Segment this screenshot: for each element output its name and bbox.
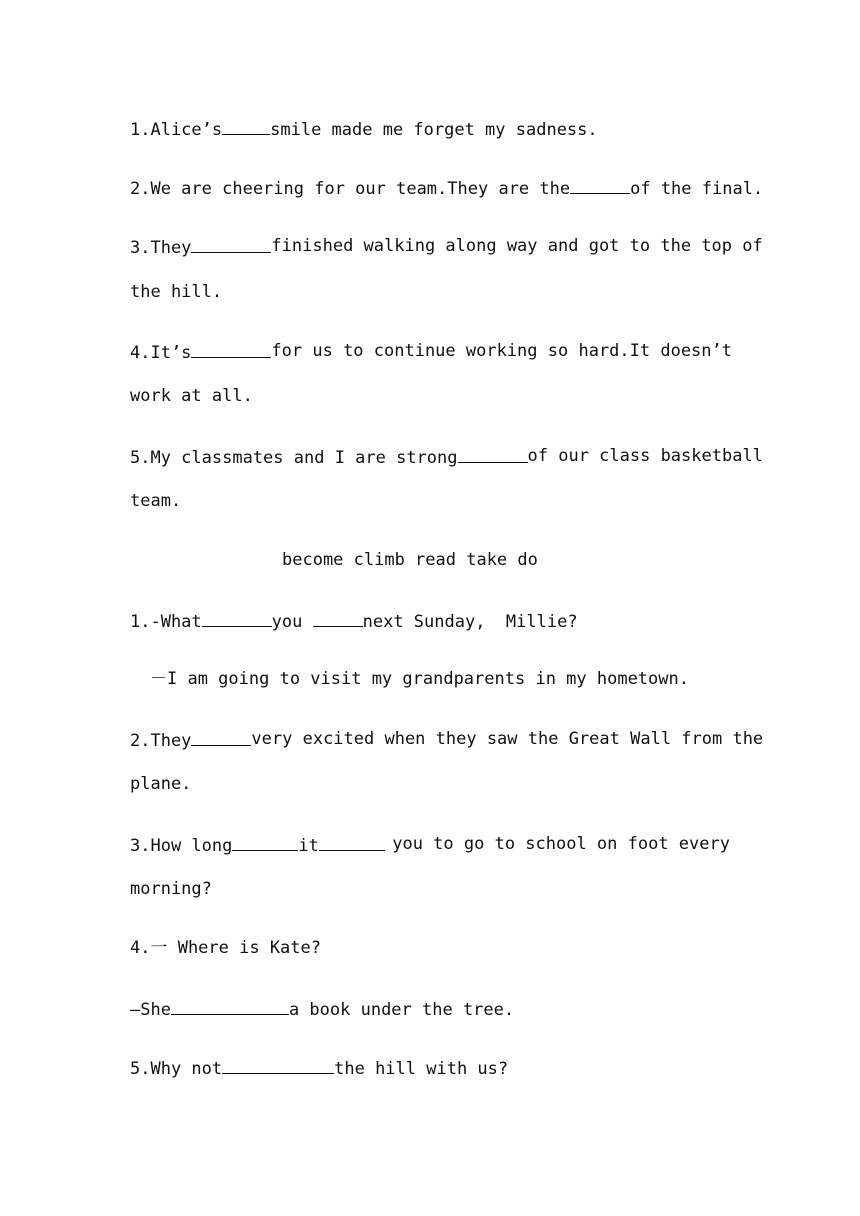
question-1-4-cont: work at all. (130, 386, 253, 406)
answer-blank[interactable] (319, 834, 385, 851)
answer-blank[interactable] (232, 834, 298, 851)
question-1-4 (130, 341, 730, 363)
question-text: 2.We are cheering for our team.They are the (130, 179, 571, 199)
answer-blank[interactable] (191, 236, 271, 253)
question-text: 3.How long (130, 836, 233, 856)
question-text: 3.They (130, 238, 192, 258)
question-text: very excited when they saw the Great Wall from the (251, 729, 764, 749)
question-1-5-cont: team. (130, 491, 182, 511)
question-text: smile made me forget my sadness. (270, 120, 598, 140)
question-2-3-cont: morning? (130, 879, 212, 899)
question-text: 4.It’s (130, 343, 192, 363)
question-text: you to go to school on foot every (392, 834, 730, 854)
question-text: for us to continue working so hard.It doesn’t (271, 341, 732, 361)
answer-blank[interactable] (222, 118, 270, 135)
question-text: it (298, 836, 319, 856)
question-text: 1.-What (130, 612, 202, 632)
question-2-4-answer (130, 998, 730, 1020)
question-text: next Sunday, Millie? (362, 612, 578, 632)
answer-blank[interactable] (222, 1057, 334, 1074)
question-1-1 (130, 118, 730, 140)
question-text: finished walking along way and got to the top of (271, 236, 763, 256)
question-text: the hill with us? (334, 1059, 509, 1079)
answer-blank[interactable] (570, 177, 630, 194)
question-text: 5.Why not (130, 1059, 223, 1079)
answer-blank[interactable] (191, 341, 271, 358)
question-text: a book under the tree. (288, 1000, 515, 1020)
word-bank: become climb read take do (282, 550, 538, 570)
answer-blank[interactable] (191, 729, 251, 746)
answer-blank[interactable] (171, 998, 289, 1015)
question-text: 1.Alice’s (130, 120, 223, 140)
question-text: —She (130, 1000, 171, 1020)
question-2-3 (130, 834, 730, 856)
question-2-5 (130, 1057, 730, 1079)
answer-blank[interactable] (313, 610, 363, 627)
question-1-3-cont: the hill. (130, 282, 223, 302)
question-text: you (271, 612, 303, 632)
answer-blank[interactable] (458, 446, 528, 463)
question-2-1-answer: －I am going to visit my grandparents in my hometown. (150, 669, 689, 689)
question-2-1 (130, 610, 730, 632)
question-text: 2.They (130, 731, 192, 751)
question-text: of our class basketball (527, 446, 763, 466)
question-1-5 (130, 446, 763, 468)
question-1-2 (130, 177, 764, 199)
question-2-2-cont: plane. (130, 774, 192, 794)
question-1-3 (130, 236, 763, 258)
question-text: 5.My classmates and I are strong (130, 448, 458, 468)
answer-blank[interactable] (202, 610, 272, 627)
question-text: of the final. (630, 179, 764, 199)
question-2-4: 4.一 Where is Kate? (130, 938, 321, 958)
question-2-2 (130, 729, 764, 751)
